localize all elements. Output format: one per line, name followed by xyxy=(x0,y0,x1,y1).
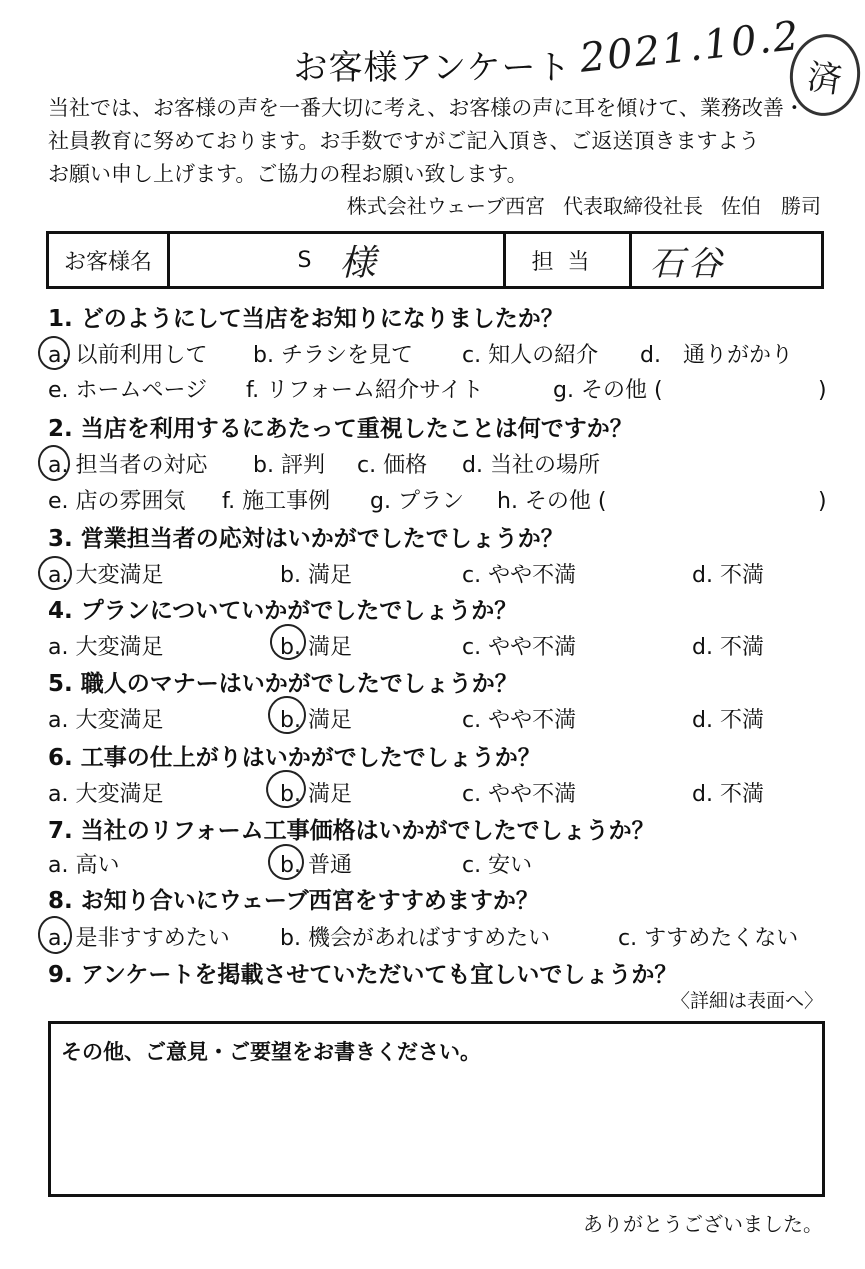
customer-name-suffix: 様 xyxy=(339,242,376,284)
q1-option-a[interactable]: a. 以前利用して xyxy=(48,343,208,368)
thanks-text: ありがとうございました。 xyxy=(583,1212,823,1236)
q6-option-b[interactable]: b. 満足 xyxy=(280,782,352,807)
q2-option-c[interactable]: c. 価格 xyxy=(357,453,428,478)
q1-option-c[interactable]: c. 知人の紹介 xyxy=(462,343,599,368)
q2-option-f[interactable]: f. 施工事例 xyxy=(222,489,331,514)
staff-label: 担当 xyxy=(506,234,632,286)
survey-title: お客様アンケート xyxy=(293,48,572,88)
q4-option-d[interactable]: d. 不満 xyxy=(692,635,764,660)
q1-option-g[interactable]: g. その他 ( xyxy=(553,378,663,403)
question-8: 8. お知り合いにウェーブ西宮をすすめますか？ xyxy=(48,888,539,914)
q7-option-a[interactable]: a. 高い xyxy=(48,853,120,878)
q2-option-d[interactable]: d. 当社の場所 xyxy=(462,453,600,478)
question-7: 7. 当社のリフォーム工事価格はいかがでしたでしょうか？ xyxy=(48,818,655,844)
q3-option-c[interactable]: c. やや不満 xyxy=(462,563,577,588)
q3-option-a[interactable]: a. 大変満足 xyxy=(48,563,164,588)
q4-option-b[interactable]: b. 満足 xyxy=(280,635,352,660)
q8-option-b[interactable]: b. 機会があればすすめたい xyxy=(280,926,551,951)
q1-option-f[interactable]: f. リフォーム紹介サイト xyxy=(246,378,484,403)
q3-option-d[interactable]: d. 不満 xyxy=(692,563,764,588)
q5-option-d[interactable]: d. 不満 xyxy=(692,708,764,733)
customer-name-label: お客様名 xyxy=(49,234,170,286)
q5-option-b[interactable]: b. 満足 xyxy=(280,708,352,733)
company-name: 株式会社ウェーブ西宮 xyxy=(346,194,545,218)
q4-option-a[interactable]: a. 大変満足 xyxy=(48,635,164,660)
staff-name: 石谷 xyxy=(650,243,726,284)
q2-option-h[interactable]: h. その他 ( xyxy=(497,489,607,514)
customer-name-field[interactable] xyxy=(170,234,506,286)
company-title: 代表取締役社長 xyxy=(563,194,703,218)
q5-option-a[interactable]: a. 大変満足 xyxy=(48,708,164,733)
q8-option-a[interactable]: a. 是非すすめたい xyxy=(48,926,230,951)
see-front-note: 〈詳細は表面へ〉 xyxy=(670,990,823,1012)
q1-option-d[interactable]: d. 通りがかり xyxy=(640,343,793,368)
intro-line-1: 当社では、お客様の声を一番大切に考え、お客様の声に耳を傾けて、業務改善・ xyxy=(48,96,805,120)
q3-option-b[interactable]: b. 満足 xyxy=(280,563,352,588)
q2-option-h-close: ) xyxy=(796,489,827,514)
comment-box[interactable] xyxy=(48,1021,825,1197)
comment-label: その他、ご意見・ご要望をお書きください。 xyxy=(61,1040,481,1064)
company-line xyxy=(347,190,821,219)
q7-option-b[interactable]: b. 普通 xyxy=(280,853,352,878)
customer-table xyxy=(46,231,824,289)
company-person: 佐伯 勝司 xyxy=(721,194,821,218)
handwritten-date: 2021.10.2 xyxy=(577,12,803,82)
q4-option-c[interactable]: c. やや不満 xyxy=(462,635,577,660)
staff-name-field[interactable] xyxy=(632,234,821,286)
q5-option-c[interactable]: c. やや不満 xyxy=(462,708,577,733)
question-6: 6. 工事の仕上がりはいかがでしたでしょうか？ xyxy=(48,745,541,771)
q2-option-a[interactable]: a. 担当者の対応 xyxy=(48,453,208,478)
question-1: 1. どのようにして当店をお知りになりましたか？ xyxy=(48,306,564,332)
question-3: 3. 営業担当者の応対はいかがでしたでしょうか？ xyxy=(48,526,564,552)
q6-option-d[interactable]: d. 不満 xyxy=(692,782,764,807)
question-5: 5. 職人のマナーはいかがでしたでしょうか？ xyxy=(48,671,518,697)
q1-option-b[interactable]: b. チラシを見て xyxy=(253,343,413,368)
q2-option-e[interactable]: e. 店の雰囲気 xyxy=(48,489,186,514)
intro-line-2: 社員教育に努めております。お手数ですがご記入頂き、ご返送頂きますよう xyxy=(48,129,760,153)
q1-option-g-close: ) xyxy=(796,378,827,403)
q6-option-c[interactable]: c. やや不満 xyxy=(462,782,577,807)
question-4: 4. プランについていかがでしたでしょうか？ xyxy=(48,598,518,624)
stamp-text: 済 xyxy=(804,56,845,101)
question-9: 9. アンケートを掲載させていただいても宜しいでしょうか？ xyxy=(48,962,678,988)
question-2: 2. 当店を利用するにあたって重視したことは何ですか？ xyxy=(48,416,633,442)
intro-line-3: お願い申し上げます。ご協力の程お願い致します。 xyxy=(48,162,528,186)
q2-option-b[interactable]: b. 評判 xyxy=(253,453,325,478)
q6-option-a[interactable]: a. 大変満足 xyxy=(48,782,164,807)
q7-option-c[interactable]: c. 安い xyxy=(462,853,533,878)
customer-name-initial: S xyxy=(297,247,312,273)
q8-option-c[interactable]: c. すすめたくない xyxy=(618,926,799,951)
q2-option-g[interactable]: g. プラン xyxy=(370,489,464,514)
q1-option-e[interactable]: e. ホームページ xyxy=(48,378,208,403)
